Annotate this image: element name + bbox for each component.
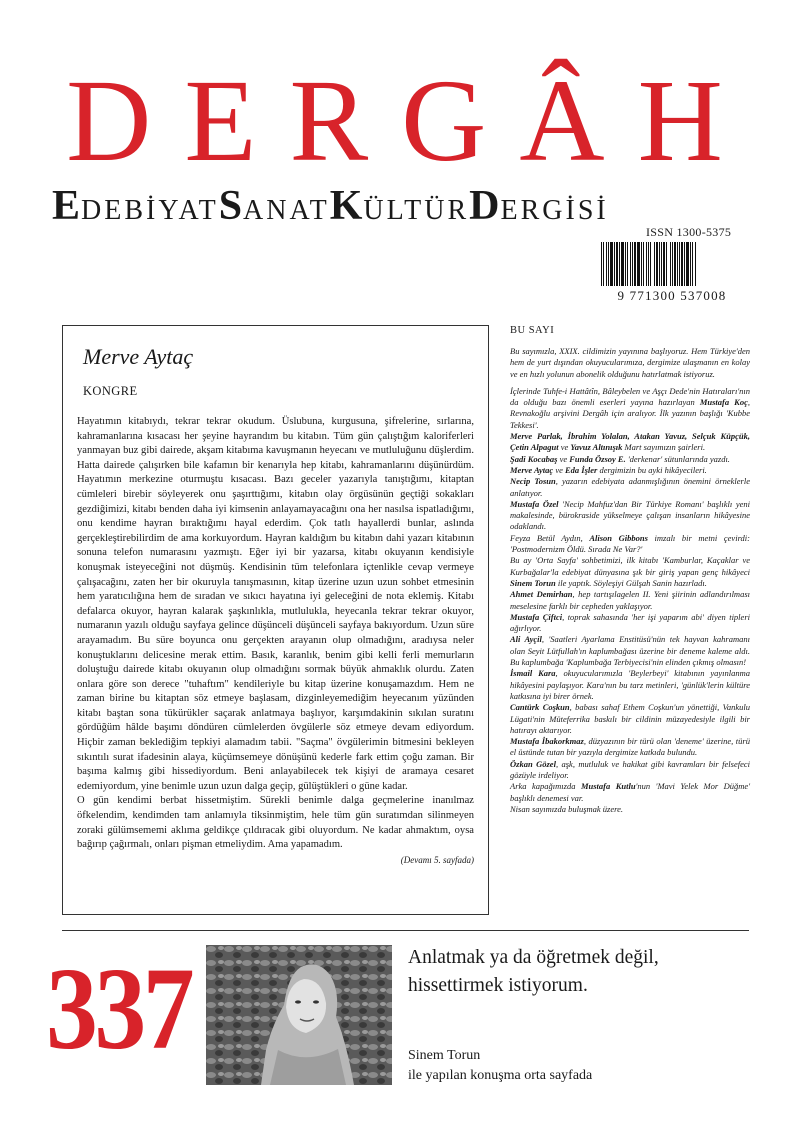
contents-entry	[510, 533, 750, 556]
story-author: Merve Aytaç	[83, 344, 194, 369]
entry-text: ve	[558, 442, 571, 453]
entry-text: İçlerinde Tuhfe-i Hattâtîn, Bâleybelen ve Aşçı Dede'nin Hatıraları'nın da olduğu bazı önemli eserleri yayına hazırlayan	[510, 385, 750, 408]
contents-entry	[510, 759, 750, 782]
entry-text: 'Necip Mahfuz'dan Bir Türkiye Romanı' başlıklı yeni makalesinde, bürokraside yükselmeye çalışan insanların hikâyesine odaklandı.	[510, 498, 750, 532]
contents-entry	[510, 386, 750, 431]
interview-credit	[408, 1046, 748, 1086]
entry-text: 'nun 'Mavi Yelek Mor Düğme' başlıklı denemesi var.	[510, 781, 751, 803]
entry-text: , aşk, mutluluk ve hakikat gibi kavramları bir felsefeci gözüyle irdeliyor.	[510, 758, 750, 780]
contents-entry	[510, 668, 750, 702]
entry-text: , 'Saatleri Ayarlama Enstitüsü'nün tek hayvan kahramanı olan Seyit Lütfullah'ın kaplumbağası üzerine bir deneme kaleme aldı. Bu kaplumbağa 'Kaplumbağa Terbiyecisi'nin elinden çıkmış olmasın!	[510, 634, 750, 668]
entry-text: Arka kapağımızda	[510, 781, 581, 792]
entry-text: , hep tartışılagelen II. Yeni şiirinin adlandırılması meselesine farklı bir cepheden yaklaşıyor.	[510, 589, 750, 611]
barcode-number: 9 771300 537008	[617, 288, 727, 303]
contents-entry	[510, 702, 750, 736]
subtitle-initial: K	[329, 183, 364, 229]
story-body	[77, 415, 474, 853]
contributor-name: Funda Özsoy E.	[569, 453, 626, 464]
quote-line: Anlatmak ya da öğretmek değil,	[408, 947, 659, 968]
contents-entry	[510, 781, 750, 804]
contents-entry	[510, 804, 750, 815]
featured-story-box	[62, 325, 489, 915]
contributor-name: Ali Ayçil	[510, 634, 542, 645]
contributor-name: Yavuz Altınışık	[570, 442, 623, 453]
contributor-name: Mustafa Kutlu	[580, 781, 636, 792]
contributor-name: Mustafa Koç	[699, 397, 748, 408]
contents-entry	[510, 612, 750, 635]
contents-entry	[510, 589, 750, 612]
contributor-name: Merve Parlak, İbrahim Yolalan, Atakan Yavuz, Selçuk Küpçük, Çetin Alpagut	[510, 431, 750, 453]
contributor-name: Özkan Gözel	[510, 758, 556, 769]
contents-entry	[510, 555, 750, 589]
subtitle-word: ANAT	[243, 195, 330, 226]
contents-entry	[510, 499, 750, 533]
entry-text: Bu ay 'Orta Sayfa' sohbetimizi, ilk kitabı 'Kamburlar, Kaçaklar ve Kurbağalar'la edebiyat dünyasına şık bir giriş yapan genç hikâyeci	[510, 555, 750, 577]
entry-text: Mart sayımızın şairleri.	[622, 442, 706, 453]
issue-contents-column	[510, 325, 750, 815]
contents-entry	[510, 476, 750, 499]
contributor-name: Necip Tosun	[510, 476, 556, 487]
entry-text: Nisan sayımızda buluşmak üzere.	[510, 803, 624, 814]
contributor-name: Şadi Kocabaş	[510, 453, 558, 464]
contents-list	[510, 346, 750, 815]
subtitle-word: ERGİSİ	[500, 195, 609, 226]
contributor-name: Mustafa Özel	[510, 498, 559, 509]
magazine-title: DERGÂH	[66, 55, 756, 186]
continued-note: (Devamı 5. sayfada)	[400, 854, 474, 865]
barcode	[601, 242, 743, 286]
contents-heading: BU SAYI	[510, 325, 555, 336]
divider	[62, 930, 749, 931]
interview-location-note: ile yapılan konuşma orta sayfada	[408, 1068, 593, 1083]
contributor-name: Ahmet Demirhan	[510, 589, 573, 600]
subtitle-initial: D	[469, 183, 501, 229]
entry-text: dergimizin bu ayki hikâyecileri.	[597, 464, 707, 475]
contributor-name: İsmail Kara	[510, 668, 556, 679]
quote-line: hissettirmek istiyorum.	[408, 975, 588, 996]
story-paragraph: Hayatımın kitabıydı, tekrar tekrar okudum. Üslubuna, kurgusuna, şifrelerine, sırlarına, kahramanlarına kısacası her şeyine hayrandım bu kitabın. Tüm gün çalıştığım kaloriferleri yanmayan buz gibi dairede, akşam kitabıma kavuşmanın heyecanı ve mutluluğunu düşlerdim. Hatta dairede çalışırken bile kafamın bir kenarıyla hep kitabı, kahramanlarını düşünürdüm. Hayatımın merkezine oturmuştu kısacası. Bazı geceler yazarıyla tanıştığımı, kitaptan cümleleri birebir söyleyerek onu şaşırttığımı, kitabın olay örgüsünün geçtiği sokakları gezdiğimizi, kitabı benden daha iyi kimsenin anlayamayacağını ona her nasılsa ispatladığımı, onu kendime hayran bıraktığımı hayal ederdim. Çok tatlı hayallerdi bunlar, aslında gerçekleştirebilirdim de ama korkuyordum. Hayran kaldığım bu kitabın dahi yazarı kitabının sonuna telefon numarasını yazmıştı. Eğer iyi bir yazarsa, kitabı okuyanın kendisiyle konuşmak isteyeceğini not düşmüş. Kendisinin tüm telefonlara içtenlikle cevap vermeye çalışacağını, zaten her bir okuruyla tanışmasının, kitap üzerine uzun uzun sohbet etmesinin hem yaratıcılığına hem de sıradan ve sıkıcı hayatına iyi geleceğini de nota eklemiş. Kitabı defalarca okuyor, hayran kalarak şaşkınlıkla, mutlulukla, heyecanla tekrar tekrar okuyor, numaranın yazılı olduğu sayfaya gelince düşünceli düşünceli sayfaya bakıyordum. Uzun süre arayamadım. Bu süre boyunca onu gerçekten arayanın olup olmadığını, aradıysa neler konuştuklarını delicesine merak ettim. Basık, karanlık, benim gibi kelli ferli memurların doluştuğu dairede kitabı okuyanın olup olmadığını sormak büyük ahmaklık olurdu. Zaten onlara göre son derece "tuhaftım" kendileriyle bu kitap üzerine konuşamazdım. Hem ne zaman birine bu kitaptan söz etmeye başlasam, dizginleyemediğim heyecanım yüzünden kitabı baştan sona tükürükler saçarak anlatmaya başlıyor, karşımdakinin sıkılan suratını gördüğüm hâlde başımı döndüren cümlelerden övgülerle söz etmeye devam ediyordum. Hiçbir zaman beklediğim tepkiyi alamadım tabii. "Saçma" övgülerimin bitmesini bekleyen sıkıntılı surat ifadesinin alaya, küçümsemeye dönüşünü kederle fark ettim çoğu zaman. Bir başıma kalmış gibi hissediyordum. Beni anlayabilecek tek kişiyi de aramaya cesaret edemiyordum, yine benimle uzun uzun dalga geçip, gülüştükleri o güne kadar.	[77, 416, 474, 792]
entry-text: , yazarın edebiyata adanmışlığının önemini örneklerle anlatıyor.	[510, 476, 750, 498]
entry-text: , Revnakoğlu arşivini Dergâh için aralıyor. İlk yazının başlığı 'Kubbe Tekkesi'.	[510, 397, 750, 430]
contents-entry	[510, 736, 750, 759]
entry-text: ve	[553, 464, 565, 475]
entry-text: imzalı bir metni çevirdi: 'Postmodernizm Öldü. Sırada Ne Var?'	[510, 532, 751, 555]
contributor-name: Alison Gibbons	[589, 532, 648, 543]
subtitle-word: DEBİYAT	[81, 195, 219, 226]
interviewee-name: Sinem Torun	[408, 1048, 481, 1063]
entry-text: , düzyazının bir türü olan 'deneme' üzerine, türü el üstünde tutan bir yazıyla dergimize katkıda bulundu.	[510, 736, 750, 758]
entry-text: 'derkenar' sütunlarında yazdı.	[625, 453, 730, 464]
contributor-name: Mustafa İbakorkmaz	[510, 736, 584, 747]
contents-entry	[510, 634, 750, 668]
contents-entry	[510, 346, 750, 380]
contents-entry	[510, 431, 750, 454]
subtitle-initial: S	[218, 183, 244, 229]
contributor-name: Merve Aytaç	[510, 464, 554, 475]
subtitle-initial: E	[52, 183, 82, 229]
issn-number: ISSN 1300-5375	[646, 225, 732, 239]
entry-text: , babası sahaf Ethem Coşkun'un yönettiği, Vankulu Lügati'nin Müteferrika baskılı bir cildinin müzayedesiyle ilgili bir hatırayı aktarıyor.	[510, 702, 750, 735]
entry-text: ile yaptık. Söyleşiyi Gülşah Sanin hazırladı.	[555, 577, 707, 588]
story-title: KONGRE	[83, 384, 138, 398]
contents-entry	[510, 465, 750, 476]
contents-entry	[510, 454, 750, 465]
entry-text: ve	[557, 453, 570, 464]
interview-photo	[206, 945, 392, 1085]
portrait-image	[206, 945, 392, 1085]
entry-text: , toprak sahasında 'her işi yaparım abi' diyen tipleri ağırlıyor.	[510, 611, 750, 634]
barcode-bar	[695, 242, 696, 286]
issue-number: 337	[46, 943, 192, 1074]
contributor-name: Cantürk Coşkun	[510, 702, 570, 713]
contributor-name: Eda İşler	[565, 464, 598, 475]
entry-text: Bu sayımızla, XXIX. cildimizin yayınına başlıyoruz. Hem Türkiye'den hem de yurt dışından okuyucularımıza, dergimize ulaşmanın en kolay ve en hızlı yolunun abonelik olduğunu hatırlatmak istiyoruz.	[510, 346, 750, 379]
contributor-name: Mustafa Çiftci	[510, 611, 563, 622]
entry-text: Feyza Betül Aydın,	[510, 532, 590, 543]
story-paragraph: O gün kendimi berbat hissetmiştim. Sürekli benimle dalga geçmelerine inanılmaz öfkelendim, kendimden tam anlamıyla tiksinmiştim, hele tüm gün suratımdan silinmeyen zoraki gülümsememi aklıma geldikçe çıldıracak gibi oluyordum. Ne kadar ahmaktım, oysa bağırıp çağırmalı, onları pişman etmeliydim. Ama yapamadım.	[77, 795, 474, 851]
entry-text: , okuyucularımızla 'Beylerbeyi' kitabının yayınlanma hikâyesini paylaşıyor. Kara'nın bu tarz metinleri, 'günlük'lerin kültüre katkısına iyi birer örnek.	[510, 668, 750, 701]
subtitle-word: ÜLTÜR	[363, 195, 470, 226]
contributor-name: Sinem Torun	[510, 577, 556, 588]
interview-quote	[408, 944, 748, 1000]
